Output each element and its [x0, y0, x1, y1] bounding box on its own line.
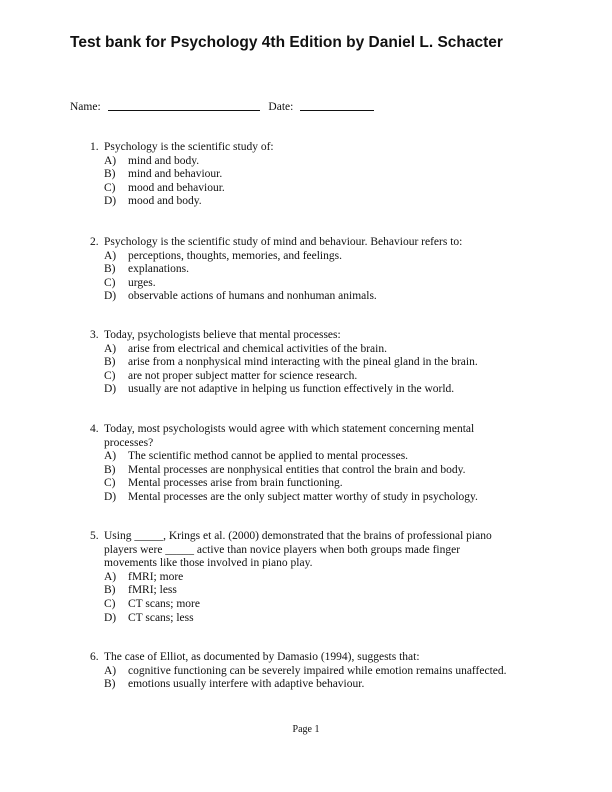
option-text: cognitive functioning can be severely impaired while emotion remains unaffected.	[128, 664, 507, 677]
option-text: Mental processes arise from brain functioning.	[128, 477, 343, 490]
option-a[interactable]	[90, 450, 530, 464]
option-c[interactable]	[90, 598, 530, 612]
question-number: 1.	[90, 141, 99, 153]
option-b[interactable]	[90, 168, 530, 182]
option-a[interactable]	[90, 250, 530, 264]
option-c[interactable]	[90, 477, 530, 491]
option-text: mind and body.	[128, 154, 200, 167]
option-a[interactable]	[90, 343, 530, 357]
name-field[interactable]	[108, 99, 260, 111]
option-letter: C)	[104, 477, 116, 490]
option-b[interactable]	[90, 464, 530, 478]
question-stem	[90, 530, 530, 571]
option-letter: B)	[104, 168, 116, 181]
option-letter: A)	[104, 570, 117, 583]
stem-line: players were _____ active than novice players when both groups made finger	[104, 543, 461, 556]
option-letter: D)	[104, 195, 117, 208]
question-1	[90, 141, 530, 209]
option-c[interactable]	[90, 182, 530, 196]
option-text: fMRI; more	[128, 570, 184, 583]
name-date-line	[70, 99, 374, 113]
option-b[interactable]	[90, 356, 530, 370]
question-stem	[90, 236, 530, 250]
option-d[interactable]	[90, 612, 530, 626]
question-number: 2.	[90, 236, 99, 248]
option-text: mood and body.	[128, 195, 202, 208]
option-d[interactable]	[90, 290, 530, 304]
page-number: Page 1	[292, 724, 320, 735]
stem-line: Using _____, Krings et al. (2000) demonstrated that the brains of professional piano	[104, 530, 492, 542]
option-text: mood and behaviour.	[128, 181, 225, 194]
option-text: usually are not adaptive in helping us function effectively in the world.	[128, 383, 455, 396]
option-text: arise from a nonphysical mind interacting with the pineal gland in the brain.	[128, 356, 478, 369]
question-6	[90, 651, 530, 692]
option-c[interactable]	[90, 370, 530, 384]
option-letter: C)	[104, 597, 116, 610]
stem-line: Today, most psychologists would agree with which statement concerning mental	[104, 423, 475, 435]
option-text: are not proper subject matter for science research.	[128, 369, 358, 382]
option-text: explanations.	[128, 263, 189, 276]
question-2	[90, 236, 530, 304]
option-a[interactable]	[90, 155, 530, 169]
date-field[interactable]	[300, 99, 374, 111]
option-b[interactable]	[90, 263, 530, 277]
stem-line: movements like those involved in piano play.	[104, 557, 313, 570]
stem-line: Today, psychologists believe that mental processes:	[104, 329, 341, 341]
option-letter: D)	[104, 290, 117, 303]
option-letter: B)	[104, 584, 116, 597]
stem-line: Psychology is the scientific study of:	[104, 141, 274, 153]
option-text: CT scans; less	[128, 611, 194, 624]
option-b[interactable]	[90, 584, 530, 598]
name-label: Name:	[70, 101, 101, 113]
option-letter: A)	[104, 342, 117, 355]
option-c[interactable]	[90, 277, 530, 291]
stem-line: The case of Elliot, as documented by Damasio (1994), suggests that:	[104, 651, 420, 663]
date-label: Date:	[268, 101, 294, 113]
option-text: Mental processes are the only subject matter worthy of study in psychology.	[128, 490, 478, 503]
option-letter: A)	[104, 450, 117, 463]
option-text: mind and behaviour.	[128, 168, 223, 181]
option-letter: B)	[104, 678, 116, 691]
question-number: 4.	[90, 423, 99, 435]
option-text: perceptions, thoughts, memories, and feelings.	[128, 249, 342, 262]
question-5	[90, 530, 530, 625]
option-text: Mental processes are nonphysical entities that control the brain and body.	[128, 463, 466, 476]
option-a[interactable]	[90, 665, 530, 679]
document-title: Test bank for Psychology 4th Edition by Daniel L. Schacter	[70, 34, 503, 51]
option-d[interactable]	[90, 383, 530, 397]
question-stem	[90, 141, 530, 155]
option-letter: C)	[104, 369, 116, 382]
option-letter: A)	[104, 664, 117, 677]
option-text: urges.	[128, 276, 156, 289]
option-letter: C)	[104, 276, 116, 289]
option-text: emotions usually interfere with adaptive behaviour.	[128, 678, 365, 691]
option-letter: B)	[104, 463, 116, 476]
question-number: 5.	[90, 530, 99, 542]
stem-line: processes?	[104, 436, 154, 449]
question-number: 3.	[90, 329, 99, 341]
option-letter: D)	[104, 383, 117, 396]
option-text: arise from electrical and chemical activities of the brain.	[128, 342, 387, 355]
question-4	[90, 423, 530, 505]
option-b[interactable]	[90, 678, 530, 692]
stem-line: Psychology is the scientific study of mind and behaviour. Behaviour refers to:	[104, 236, 463, 248]
question-3	[90, 329, 530, 397]
option-text: observable actions of humans and nonhuman animals.	[128, 290, 377, 303]
option-letter: C)	[104, 181, 116, 194]
option-text: CT scans; more	[128, 597, 200, 610]
option-letter: D)	[104, 490, 117, 503]
option-letter: A)	[104, 154, 117, 167]
question-stem	[90, 423, 530, 450]
question-stem	[90, 329, 530, 343]
question-number: 6.	[90, 651, 99, 663]
option-a[interactable]	[90, 571, 530, 585]
option-letter: B)	[104, 356, 116, 369]
option-letter: D)	[104, 611, 117, 624]
option-d[interactable]	[90, 195, 530, 209]
option-d[interactable]	[90, 491, 530, 505]
option-text: The scientific method cannot be applied to mental processes.	[128, 450, 409, 463]
option-letter: A)	[104, 249, 117, 262]
question-stem	[90, 651, 530, 665]
option-letter: B)	[104, 263, 116, 276]
option-text: fMRI; less	[128, 584, 177, 597]
